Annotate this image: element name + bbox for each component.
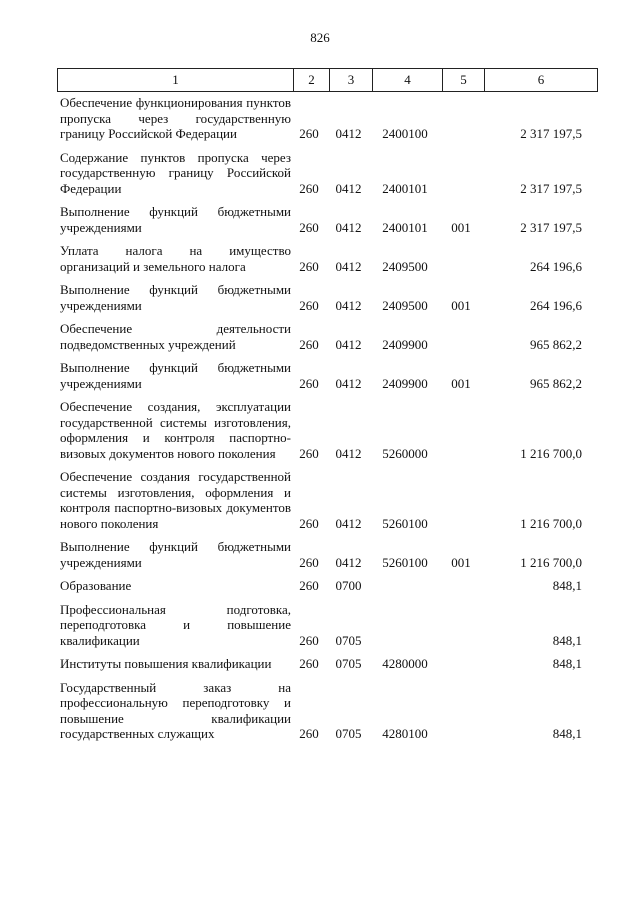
row-amount: 264 196,6 [530, 258, 582, 274]
row-code-4: 5260000 [382, 445, 428, 461]
row-code-2: 260 [299, 375, 319, 391]
row-code-4: 2409500 [382, 297, 428, 313]
row-description: Уплата налога на имущество организаций и земельного налога [60, 243, 291, 274]
row-amount: 264 196,6 [530, 297, 582, 313]
row-code-4: 2400100 [382, 126, 428, 141]
table-row [57, 399, 598, 461]
table-row [57, 95, 598, 142]
row-description: Обеспечение функционирования пунктов пропуска через государственную границу Российской Федерации [60, 95, 291, 141]
row-code-3: 0412 [335, 126, 362, 141]
row-code-2: 260 [299, 297, 319, 313]
row-amount: 848,1 [552, 726, 582, 741]
row-code-2: 260 [299, 219, 319, 235]
table-row [57, 469, 598, 531]
table-row [57, 204, 598, 235]
row-code-3: 0705 [335, 632, 362, 648]
row-code-2: 260 [299, 632, 319, 648]
row-description: Профессиональная подготовка, переподготовка и повышение квалификации [60, 601, 291, 648]
row-code-4: 2409500 [382, 258, 428, 274]
row-description: Выполнение функций бюджетными учреждениями [60, 539, 291, 570]
row-description: Обеспечение создания государственной системы изготовления, оформления и контроля паспортно-визовых документов нового поколения [60, 469, 291, 531]
column-header-4: 4 [373, 69, 443, 92]
column-header-6: 6 [485, 69, 598, 92]
row-code-5: 001 [451, 554, 471, 570]
table-row [57, 321, 598, 352]
row-amount: 848,1 [552, 656, 582, 671]
row-description: Институты повышения квалификации [60, 656, 272, 671]
row-code-3: 0705 [335, 656, 362, 671]
row-code-2: 260 [299, 126, 319, 141]
column-header-2: 2 [294, 69, 330, 92]
row-code-3: 0412 [335, 297, 362, 313]
row-code-3: 0412 [335, 554, 362, 570]
column-header-1: 1 [58, 69, 294, 92]
row-code-5: 001 [451, 375, 471, 391]
table-row [57, 578, 598, 594]
row-code-4: 5260100 [382, 515, 428, 531]
row-code-3: 0412 [335, 375, 362, 391]
row-code-4: 4280000 [382, 656, 428, 671]
row-code-2: 260 [299, 726, 319, 741]
row-description: Обеспечение деятельности подведомственных учреждений [60, 321, 291, 352]
row-code-3: 0412 [335, 180, 362, 196]
column-header-3: 3 [330, 69, 373, 92]
row-description: Государственный заказ на профессиональную переподготовку и повышение квалификации государственных служащих [60, 679, 291, 741]
row-description: Содержание пунктов пропуска через государственную границу Российской Федерации [60, 149, 291, 196]
row-code-3: 0412 [335, 445, 362, 461]
row-code-3: 0705 [335, 726, 362, 741]
row-description: Обеспечение создания, эксплуатации государственной системы изготовления, оформления и контроля паспортно-визовых документов нового поколения [60, 399, 291, 461]
row-amount: 848,1 [552, 578, 582, 593]
budget-table-body [57, 95, 598, 750]
row-code-2: 260 [299, 656, 319, 671]
row-description: Выполнение функций бюджетными учреждениями [60, 204, 291, 235]
row-amount: 965 862,2 [530, 336, 582, 352]
row-code-4: 2400101 [382, 180, 428, 196]
row-amount: 2 317 197,5 [520, 126, 582, 141]
column-header-row [58, 69, 598, 92]
column-header-table [57, 68, 598, 92]
table-row [57, 539, 598, 570]
row-description: Образование [60, 578, 132, 593]
row-code-5: 001 [451, 219, 471, 235]
table-row [57, 680, 598, 742]
row-code-2: 260 [299, 515, 319, 531]
row-code-4: 2400101 [382, 219, 428, 235]
row-amount: 1 216 700,0 [520, 554, 582, 570]
row-description: Выполнение функций бюджетными учреждениями [60, 282, 291, 313]
row-code-2: 260 [299, 336, 319, 352]
table-row [57, 602, 598, 649]
row-code-3: 0412 [335, 515, 362, 531]
table-row [57, 360, 598, 391]
row-code-4: 2409900 [382, 336, 428, 352]
row-amount: 965 862,2 [530, 375, 582, 391]
row-description: Выполнение функций бюджетными учреждениями [60, 360, 291, 391]
row-code-2: 260 [299, 578, 319, 593]
row-amount: 2 317 197,5 [520, 180, 582, 196]
column-header-5: 5 [443, 69, 485, 92]
row-code-2: 260 [299, 180, 319, 196]
row-code-4: 2409900 [382, 375, 428, 391]
table-row [57, 243, 598, 274]
row-code-2: 260 [299, 258, 319, 274]
row-code-3: 0700 [335, 578, 362, 593]
row-code-5: 001 [451, 297, 471, 313]
row-amount: 1 216 700,0 [520, 445, 582, 461]
row-code-3: 0412 [335, 336, 362, 352]
row-amount: 848,1 [552, 632, 582, 648]
row-code-4: 4280100 [382, 726, 428, 741]
table-row [57, 150, 598, 197]
row-amount: 1 216 700,0 [520, 515, 582, 531]
row-code-2: 260 [299, 554, 319, 570]
row-code-4: 5260100 [382, 554, 428, 570]
row-code-2: 260 [299, 445, 319, 461]
row-code-3: 0412 [335, 258, 362, 274]
row-code-3: 0412 [335, 219, 362, 235]
table-row [57, 282, 598, 313]
table-row [57, 656, 598, 672]
page-number: 826 [310, 30, 330, 45]
row-amount: 2 317 197,5 [520, 219, 582, 235]
